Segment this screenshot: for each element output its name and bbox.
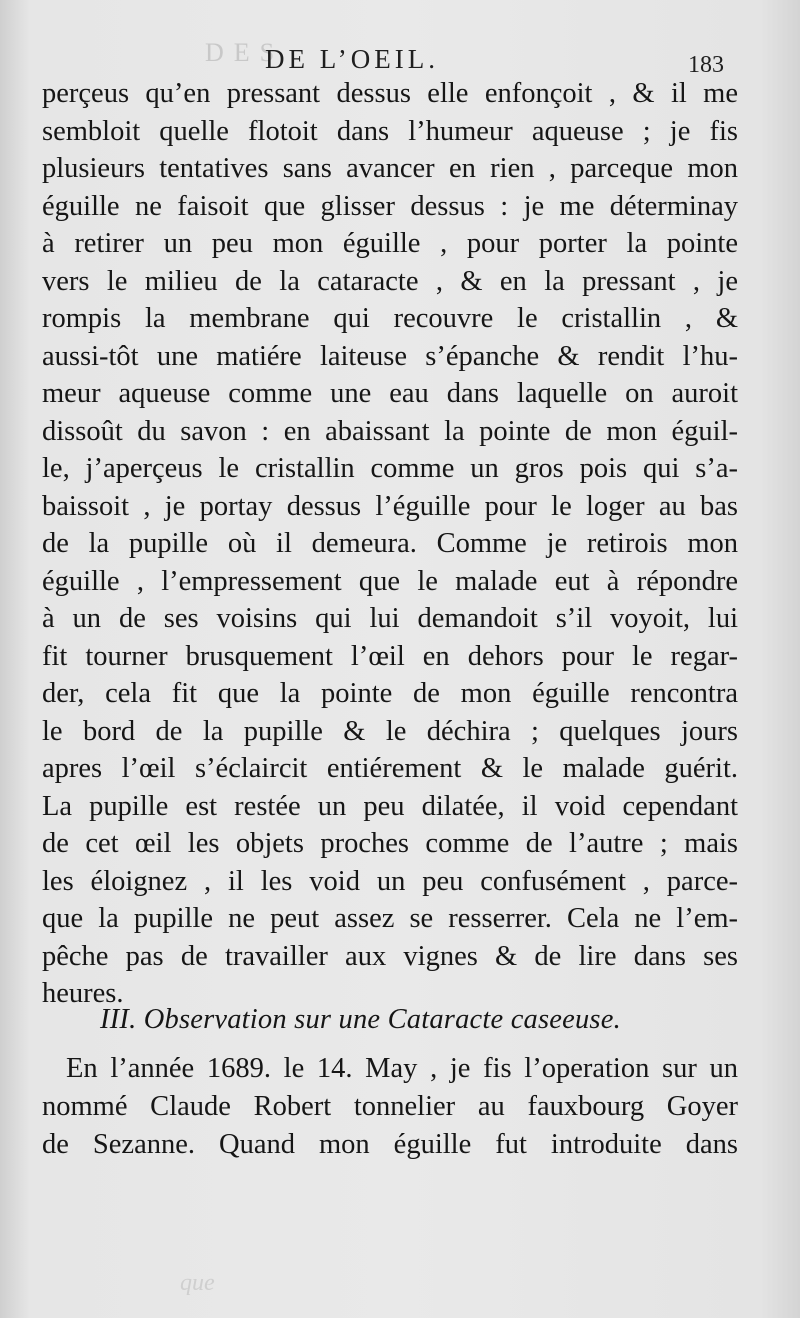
text-line: le bord de la pupille & le déchira ; quelques jours <box>42 715 738 747</box>
text-line: heures. <box>42 978 124 1009</box>
bleed-through-text: que <box>180 1270 215 1296</box>
text-line: La pupille est restée un peu dilatée, il void cependant <box>42 790 738 822</box>
paragraph-continuation <box>42 75 738 1013</box>
section-heading: III. Observation sur une Cataracte caseeuse. <box>100 1004 621 1035</box>
text-line: dissoût du savon : en abaissant la pointe de mon éguil- <box>42 415 738 447</box>
text-line: à un de ses voisins qui lui demandoit s’il voyoit, lui <box>42 603 738 634</box>
running-head: DE L’OEIL. <box>265 44 439 74</box>
text-line: plusieurs tentatives sans avancer en rien , parceque mon <box>42 153 738 184</box>
text-line: nommé Claude Robert tonnelier au fauxbourg Goyer <box>42 1091 738 1122</box>
text-line: En l’année 1689. le 14. May , je fis l’operation sur un <box>66 1053 738 1084</box>
text-line: le, j’aperçeus le cristallin comme un gros pois qui s’a- <box>42 453 738 484</box>
text-line: fit tourner brusquement l’œil en dehors pour le regar- <box>42 640 738 672</box>
text-line: pêche pas de travailler aux vignes & de lire dans ses <box>42 940 738 972</box>
text-line: les éloignez , il les void un peu confusément , parce- <box>42 865 738 897</box>
text-line: vers le milieu de la cataracte , & en la pressant , je <box>42 265 738 297</box>
bleed-through-heading: DES <box>205 38 285 67</box>
paragraph-new-observation <box>42 1050 738 1164</box>
text-line: à retirer un peu mon éguille , pour porter la pointe <box>42 228 738 259</box>
text-line: meur aqueuse comme une eau dans laquelle on auroit <box>42 378 738 409</box>
page-number: 183 <box>688 52 724 78</box>
text-line: apres l’œil s’éclaircit entiérement & le malade guérit. <box>42 753 738 784</box>
text-line: éguille , l’empressement que le malade eut à répondre <box>42 565 738 597</box>
text-line: perçeus qu’en pressant dessus elle enfonçoit , & il me <box>42 78 738 109</box>
text-line: de cet œil les objets proches comme de l’autre ; mais <box>42 828 738 859</box>
text-line: de la pupille où il demeura. Comme je retirois mon <box>42 528 738 559</box>
text-line: der, cela fit que la pointe de mon éguille rencontra <box>42 678 738 709</box>
text-line: de Sezanne. Quand mon éguille fut introduite dans <box>42 1129 738 1160</box>
text-line: éguille ne faisoit que glisser dessus : je me déterminay <box>42 190 738 222</box>
text-line: baissoit , je portay dessus l’éguille pour le loger au bas <box>42 490 738 522</box>
text-line: que la pupille ne peut assez se resserrer. Cela ne l’em- <box>42 903 738 934</box>
text-line: aussi-tôt une matiére laiteuse s’épanche & rendit l’hu- <box>42 340 738 372</box>
text-line: rompis la membrane qui recouvre le cristallin , & <box>42 303 738 334</box>
text-line: sembloit quelle flotoit dans l’humeur aqueuse ; je fis <box>42 115 738 147</box>
